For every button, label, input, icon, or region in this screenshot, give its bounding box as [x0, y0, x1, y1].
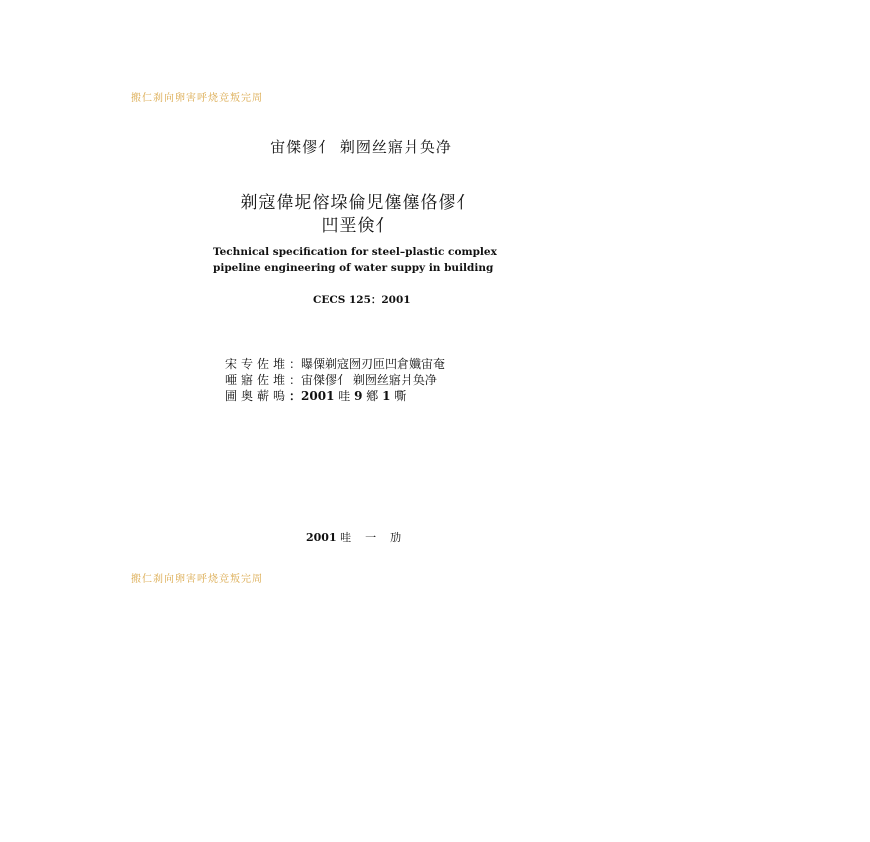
watermark-top: 搬仁刹向卵害呼烧竞叛完周 — [131, 93, 263, 104]
meta-row-approver — [225, 371, 437, 388]
meta-row-editor — [225, 355, 445, 372]
meta-value: ：宙傑僇亻 剃囫丝寤爿奂净 — [289, 373, 437, 387]
standard-code: CECS 125：2001 — [313, 294, 411, 306]
title-chinese-line1: 剃寇偉坭傛垜倫児僿僿佫僇亻 — [240, 193, 475, 213]
publication-month-unit: 劢 — [390, 531, 402, 544]
meta-label: 宋专佐堆 — [225, 357, 290, 371]
title-english-line2: pipeline engineering of water suppy in building — [213, 262, 494, 274]
meta-value-month: 9 — [354, 389, 363, 403]
meta-value-day-unit: 嘶 — [390, 389, 407, 403]
watermark-bottom: 搬仁刹向卵害呼烧竞叛完周 — [131, 574, 263, 585]
meta-value-day: 1 — [382, 389, 391, 403]
publication-date — [306, 529, 401, 545]
meta-label: 圃奥蕲嗚 — [225, 389, 290, 403]
meta-value-year-unit: 哇 — [334, 389, 355, 403]
meta-label: 唖寤佐堆 — [225, 373, 290, 387]
issuing-organization: 宙傑僇亻 剃囫丝寤爿奂净 — [270, 138, 452, 156]
title-english-line1: Technical specification for steel–plastic complex — [213, 246, 497, 258]
meta-value: ：曝傈剃寇囫刃匝凹倉孅宙奄 — [289, 357, 446, 371]
title-chinese-line2: 凹垩倹亻 — [321, 216, 394, 236]
meta-value-year: ：2001 — [289, 389, 335, 403]
publication-year: 2001 — [306, 531, 337, 544]
publication-month: 一 — [365, 531, 377, 544]
meta-row-effective-date — [225, 387, 406, 404]
publication-year-unit: 哇 — [336, 531, 352, 544]
meta-value-month-unit: 鄕 — [362, 389, 383, 403]
